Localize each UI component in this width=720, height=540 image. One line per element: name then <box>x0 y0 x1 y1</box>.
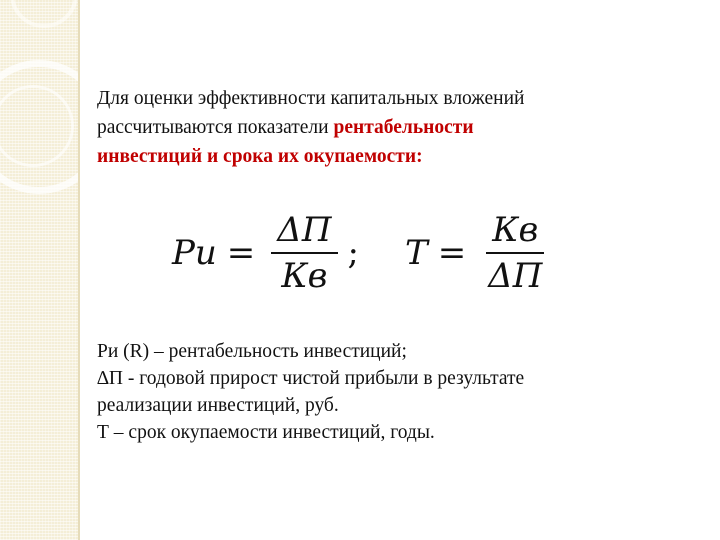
intro-line-2: рассчитываются показатели <box>97 117 334 138</box>
intro-highlight-payback: инвестиций и срока их окупаемости: <box>97 146 423 167</box>
definition-item: ∆П - годовой прирост чистой прибыли в результате <box>97 368 525 389</box>
definition-item: Ри (R) – рентабельность инвестиций; <box>97 341 407 362</box>
formula-lhs: Т <box>405 233 428 273</box>
decorative-ring <box>10 0 78 28</box>
formula-equals: = <box>437 233 467 273</box>
intro-highlight-profitability: рентабельности <box>333 117 474 138</box>
formula-fraction <box>271 210 337 296</box>
payback-formula <box>405 208 554 298</box>
intro-line-1: Для оценки эффективности капитальных вложений <box>97 88 525 109</box>
formula-separator: ; <box>347 233 359 273</box>
formula-lhs: Ри <box>172 233 217 273</box>
formula-numerator: Кв <box>486 210 544 254</box>
sidebar-divider <box>78 0 80 540</box>
formula-denominator: ΔП <box>488 256 543 296</box>
formula-fraction <box>482 210 548 296</box>
formula-equals: = <box>226 233 256 273</box>
intro-paragraph <box>97 84 697 171</box>
definition-item: реализации инвестиций, руб. <box>97 395 339 416</box>
decorative-sidebar <box>0 0 78 540</box>
formula-denominator: Кв <box>281 256 328 296</box>
formula-numerator: ΔП <box>271 210 337 254</box>
definitions-list <box>97 338 697 446</box>
profitability-formula <box>172 208 359 298</box>
definition-item: Т – срок окупаемости инвестиций, годы. <box>97 422 435 443</box>
